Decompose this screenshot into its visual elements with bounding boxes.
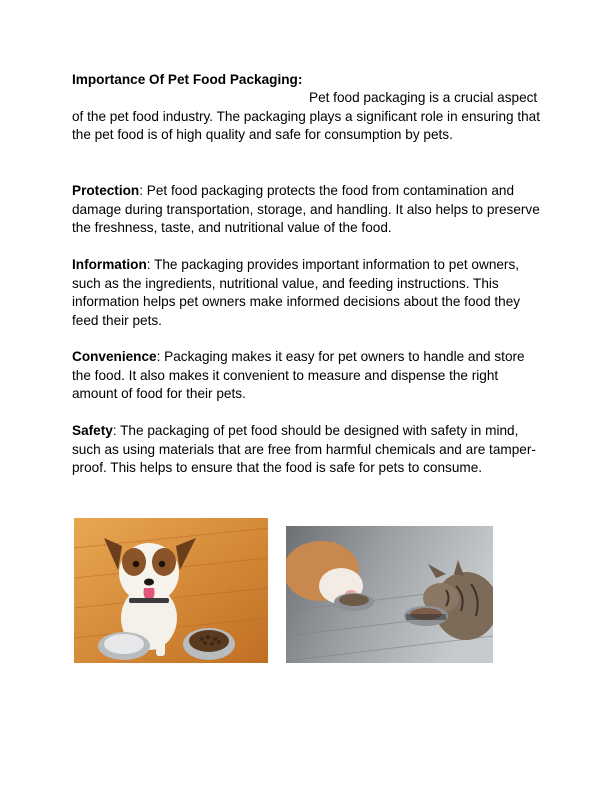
document-title: Importance Of Pet Food Packaging: — [72, 72, 303, 87]
convenience-paragraph — [72, 348, 542, 404]
safety-paragraph — [72, 422, 542, 478]
protection-paragraph — [72, 182, 542, 238]
convenience-text: : Packaging makes it easy for pet owners to handle and store the food. It also makes it convenient to measure and dispense the right amount of food for their pets. — [72, 349, 525, 401]
protection-text: : Pet food packaging protects the food from contamination and damage during transportation, storage, and handling. It also helps to preserve the freshness, taste, and nutritional value of the food. — [72, 183, 540, 235]
cats-photo — [286, 526, 493, 663]
cats-illustration — [286, 526, 493, 663]
information-text: : The packaging provides important information to pet owners, such as the ingredients, nutritional value, and feeding instructions. This information helps pet owners make informed decisions about the food they feed their pets. — [72, 257, 521, 328]
safety-term: Safety — [72, 423, 113, 438]
information-term: Information — [72, 257, 147, 272]
convenience-term: Convenience — [72, 349, 157, 364]
information-paragraph — [72, 256, 542, 330]
dog-photo — [74, 518, 268, 663]
protection-term: Protection — [72, 183, 140, 198]
intro-paragraph: Pet food packaging is a crucial aspect of the pet food industry. The packaging plays a significant role in ensuring that the pet food is of high quality and safe for consumption by pets. — [72, 90, 541, 142]
dog-illustration — [74, 518, 268, 663]
safety-text: : The packaging of pet food should be designed with safety in mind, such as using materials that are free from harmful chemicals and are tamper-proof. This helps to ensure that the food is safe for pets to consume. — [72, 423, 536, 475]
